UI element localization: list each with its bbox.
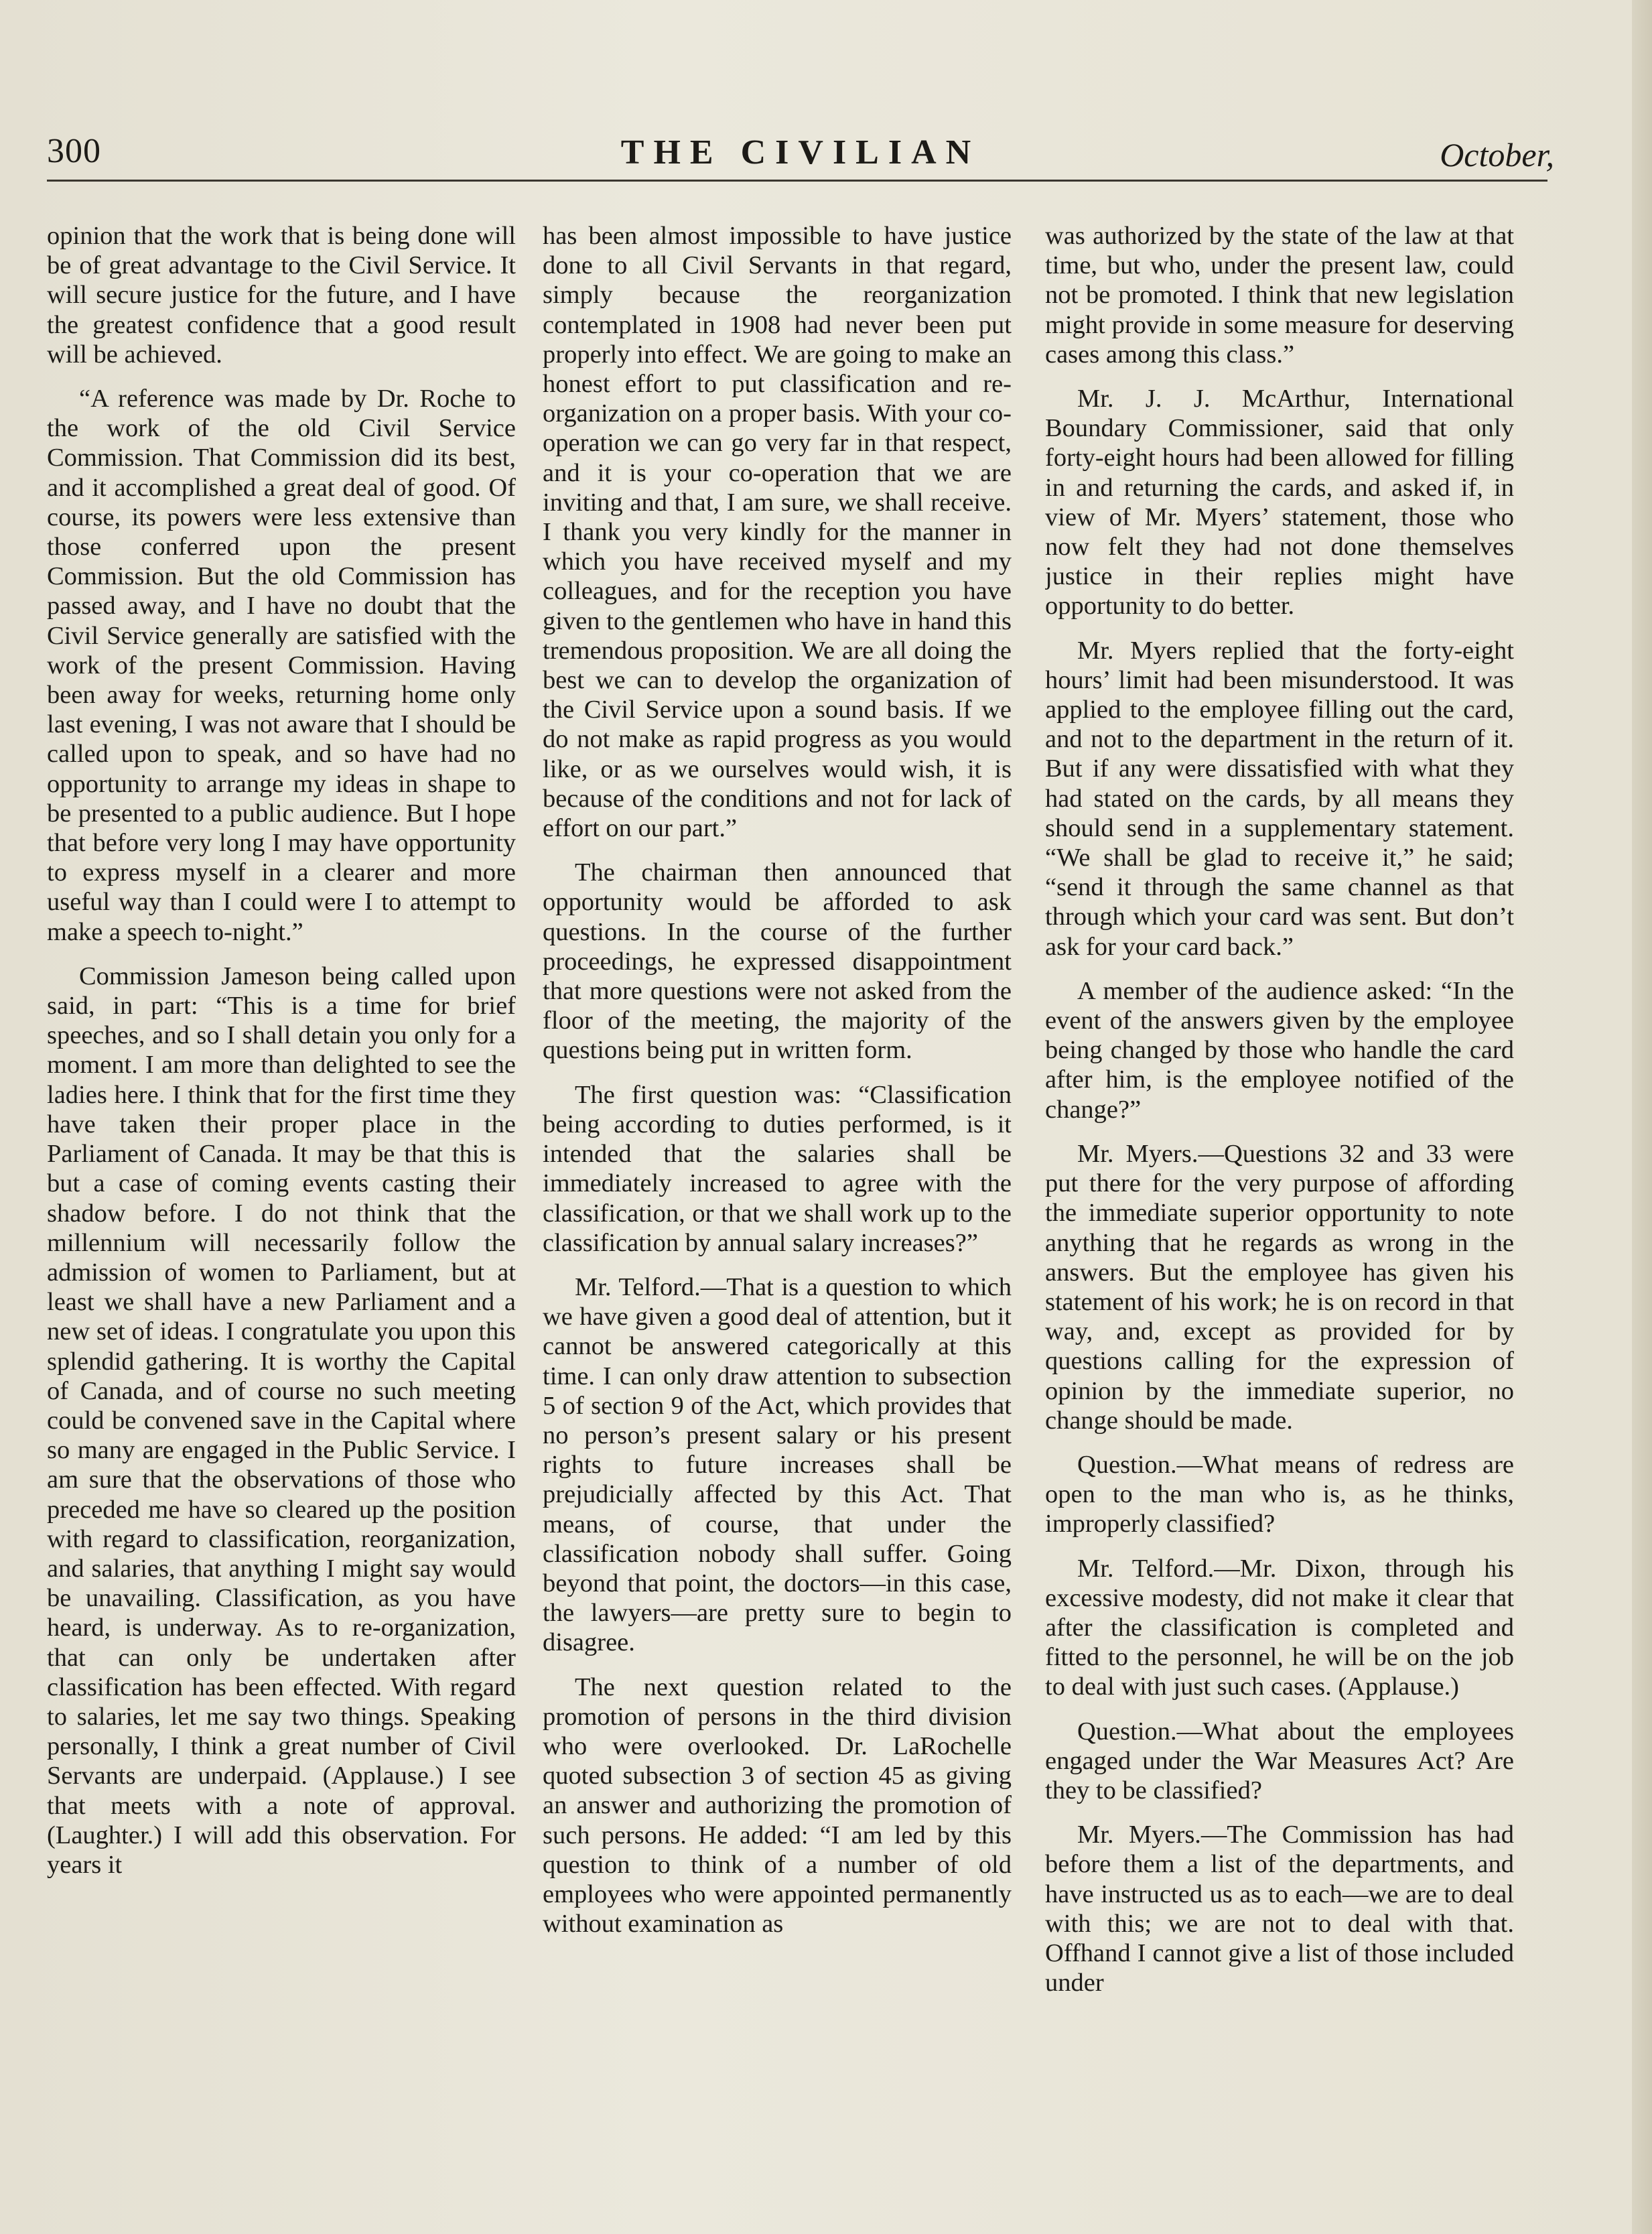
paragraph: has been almost impossible to have justice done to all Civil Servants in that regard, simply because the reorganization contemplated in 1908 had never been put properly into effect. We are going to make an honest effort to put classification and re-organization on a proper basis. With your co-operation we can go very far in that respect, and it is your co-operation that we are inviting and that, I am sure, we shall receive. I thank you very kindly for the manner in which you have received myself and my colleagues, and for the reception you have given to the gentlemen who have in hand this tremendous proposition. We are all doing the best we can to develop the organization of the Civil Service upon a sound basis. If we do not make as rapid progress as you would like, or as we ourselves would wish, it is because of the conditions and not for lack of effort on our part.” — [543, 222, 1012, 843]
page-number: 300 — [47, 132, 101, 170]
text-column-3 — [1045, 221, 1514, 2198]
paragraph: Question.—What about the employees engaged under the War Measures Act? Are they to be classified? — [1045, 1717, 1514, 1804]
running-title: THE CIVILIAN — [620, 133, 981, 172]
paragraph: Mr. J. J. McArthur, International Boundary Commissioner, said that only forty-eight hours had been allowed for filling in and returning the cards, and asked if, in view of Mr. Myers’ statement, those who now felt they had not done themselves justice in their replies might have opportunity to do better. — [1045, 385, 1514, 620]
issue-month: October, — [1440, 136, 1554, 174]
paragraph: The first question was: “Classification being according to duties performed, is it intended that the salaries shall be immediately increased to agree with the classification, or that we shall work up to the classification by annual salary increases?” — [543, 1080, 1012, 1257]
paragraph: opinion that the work that is being done will be of great advantage to the Civil Service. It will secure justice for the future, and I have the greatest confidence that a good result will be achieved. — [47, 222, 516, 369]
text-column-1 — [47, 221, 516, 2198]
page-edge — [1632, 0, 1652, 2234]
paragraph: The next question related to the promotion of persons in the third division who were overlooked. Dr. LaRochelle quoted subsection 3 of section 45 as giving an answer and authorizing the promotion of such persons. He added: “I am led by this question to think of a number of old employees who were appointed permanently without examination as — [543, 1672, 1012, 1939]
paragraph: Commission Jameson being called upon said, in part: “This is a time for brief speeches, and so I shall detain you only for a moment. I am more than delighted to see the ladies here. I think that for the first time they have taken their proper place in the Parliament of Canada. It may be that this is but a case of coming events casting their shadow before. I do not think that the millennium will necessarily follow the admission of women to Parliament, but at least we shall have a new Parliament and a new set of ideas. I congratulate you upon this splendid gathering. It is worthy the Capital of Canada, and of course no such meeting could be convened save in the Capital where so many are engaged in the Public Service. I am sure that the observations of those who preceded me have so cleared up the position with regard to classification, reorganization, and salaries, that anything I might say would be unavailing. Classification, as you have heard, is underway. As to re-organization, that can only be undertaken after classification has been effected. With regard to salaries, let me say two things. Speaking personally, I think a great number of Civil Servants are underpaid. (Applause.) I see that meets with a note of approval. (Laughter.) I will add this observation. For years it — [47, 962, 516, 1879]
paragraph: was authorized by the state of the law at that time, but who, under the present law, could not be promoted. I think that new legislation might provide in some measure for deserving cases among this class.” — [1045, 222, 1514, 369]
paragraph: Question.—What means of redress are open to the man who is, as he thinks, improperly classified? — [1045, 1450, 1514, 1538]
paragraph: Mr. Myers.—Questions 32 and 33 were put there for the very purpose of affording the immediate superior opportunity to note anything that he regards as wrong in the answers. But the employee has given his statement of his work; he is on record in that way, and, except as provided for by questions calling for the expression of opinion by the immediate superior, no change should be made. — [1045, 1139, 1514, 1435]
paragraph: Mr. Myers.—The Commission has had before them a list of the departments, and have instructed us as to each—we are to deal with this; we are not to deal with that. Offhand I cannot give a list of those included under — [1045, 1821, 1514, 1997]
paragraph: Mr. Telford.—That is a question to which we have given a good deal of attention, but it cannot be answered categorically at this time. I can only draw attention to subsection 5 of section 9 of the Act, which provides that no person’s present salary or his present rights to future increases shall be prejudicially affected by this Act. That means, of course, that under the classification nobody shall suffer. Going beyond that point, the doctors—in this case, the lawyers—are pretty sure to begin to disagree. — [543, 1272, 1012, 1657]
text-column-2 — [543, 221, 1012, 2198]
paragraph: Mr. Telford.—Mr. Dixon, through his excessive modesty, did not make it clear that after the classification is completed and fitted to the personnel, he will be on the job to deal with just such cases. (Applause.) — [1045, 1554, 1514, 1701]
header-rule — [47, 180, 1547, 182]
page-header — [47, 131, 1554, 178]
paragraph: “A reference was made by Dr. Roche to the work of the old Civil Service Commission. That Commission did its best, and it accomplished a great deal of good. Of course, its powers were less extensive than those conferred upon the present Commission. But the old Commission has passed away, and I have no doubt that the Civil Service generally are satisfied with the work of the present Commission. Having been away for weeks, returning home only last evening, I was not aware that I should be called upon to speak, and so have had no opportunity to arrange my ideas in shape to be presented to a public audience. But I hope that before very long I may have opportunity to express myself in a clearer and more useful way than I could were I to attempt to make a speech to-night.” — [47, 385, 516, 946]
paragraph: A member of the audience asked: “In the event of the answers given by the employee being changed by those who handle the card after him, is the employee notified of the change?” — [1045, 976, 1514, 1124]
paragraph: The chairman then announced that opportunity would be afforded to ask questions. In the course of the further proceedings, he expressed disappointment that more questions were not asked from the floor of the meeting, the majority of the questions being put in written form. — [543, 858, 1012, 1065]
paragraph: Mr. Myers replied that the forty-eight hours’ limit had been misunderstood. It was applied to the employee filling out the card, and not to the department in the return of it. But if any were dissatisfied with what they had stated on the cards, by all means they should send in a supplementary statement. “We shall be glad to receive it,” he said; “send it through the same channel as that through which your card was sent. But don’t ask for your card back.” — [1045, 636, 1514, 961]
